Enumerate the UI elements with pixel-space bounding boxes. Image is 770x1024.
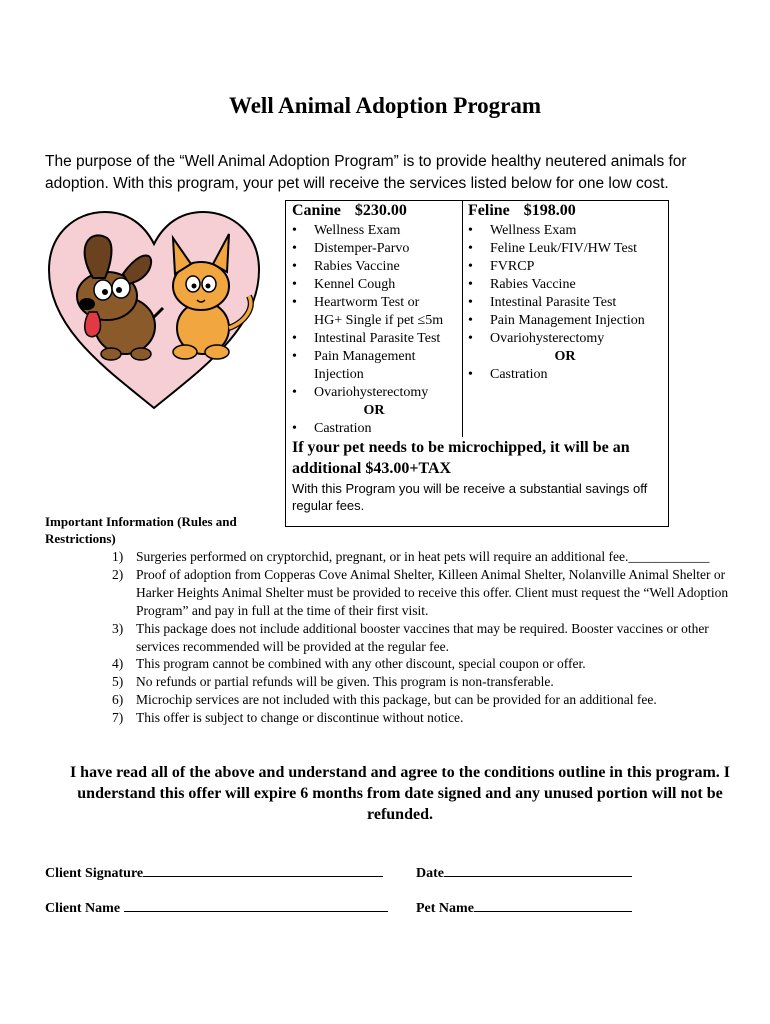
- canine-service-item: OR: [363, 403, 385, 418]
- rule-item: [105, 566, 745, 620]
- canine-price: $230.00: [354, 202, 407, 219]
- rule-item: [105, 548, 745, 566]
- rule-item: [105, 709, 745, 727]
- canine-service-item: • Castration: [286, 420, 462, 438]
- pet-name-field[interactable]: [416, 898, 632, 917]
- heart-pets-icon: [45, 208, 263, 416]
- rule-item: [105, 620, 745, 656]
- feline-services-list: [462, 222, 668, 384]
- feline-label: Feline: [468, 202, 510, 219]
- client-signature-label: Client Signature: [45, 866, 144, 881]
- canine-header: [286, 201, 462, 222]
- rule-text: Proof of adoption from Copperas Cove Animal Shelter, Killeen Animal Shelter, Nolanville Animal Shelter or Harker Heights Animal Shelter must be provided to receive this offer. Client must request the “Well Adoption Program” and pay in full at the time of their first visit.: [136, 566, 729, 618]
- feline-service-item: • Ovariohysterectomy: [462, 330, 668, 348]
- feline-service-item: • Rabies Vaccine: [462, 276, 668, 294]
- rule-text: This program cannot be combined with any other discount, special coupon or offer.: [136, 656, 586, 672]
- canine-service-item: • Ovariohysterectomy: [286, 384, 462, 402]
- canine-services-list: [286, 222, 462, 438]
- date-label: Date: [416, 866, 444, 881]
- rule-number: 1): [112, 549, 124, 564]
- feline-service-item: • Wellness Exam: [462, 222, 668, 240]
- client-signature-field[interactable]: [45, 863, 383, 882]
- rules-list: [105, 548, 745, 727]
- rule-text: Surgeries performed on cryptorchid, pregnant, or in heat pets will require an additional fee.____________: [136, 549, 710, 564]
- canine-service-item: • Distemper-Parvo: [286, 240, 462, 258]
- rule-text: Microchip services are not included with this package, but can be provided for an additional fee.: [136, 692, 657, 708]
- feline-service-item: • Intestinal Parasite Test: [462, 294, 668, 312]
- canine-service-item: • Intestinal Parasite Test: [286, 330, 462, 348]
- client-name-label: Client Name: [45, 901, 121, 916]
- rule-number: 6): [112, 692, 124, 708]
- rule-text: No refunds or partial refunds will be given. This program is non-transferable.: [136, 674, 554, 690]
- feline-price: $198.00: [523, 202, 576, 219]
- microchip-note: With this Program you will be receive a substantial savings off regular fees.: [292, 481, 648, 513]
- intro-paragraph: The purpose of the “Well Animal Adoption Program” is to provide healthy neutered animals for adoption. With this program, your pet will receive the services listed below for one low cost.: [45, 153, 687, 192]
- microchip-heading: If your pet needs to be microchipped, it will be an additional $43.00+TAX: [292, 439, 630, 477]
- canine-service-item: • Wellness Exam: [286, 222, 462, 240]
- rule-text: This package does not include additional booster vaccines that may be required. Booster vaccines or other services recommended will be provided at the regular fee.: [136, 620, 709, 654]
- rule-number: 4): [112, 656, 124, 672]
- feline-column: [462, 201, 668, 384]
- canine-service-item: • Heartworm Test or: [286, 294, 462, 312]
- client-signature-line[interactable]: [143, 863, 383, 877]
- canine-service-item: Injection: [314, 367, 364, 382]
- feline-service-item: • Pain Management Injection: [462, 312, 668, 330]
- pet-name-line[interactable]: [474, 898, 632, 912]
- rule-number: 7): [112, 710, 124, 726]
- date-line[interactable]: [444, 863, 632, 877]
- client-name-field[interactable]: [45, 898, 388, 917]
- page-title: Well Animal Adoption Program: [228, 93, 542, 118]
- canine-service-item: HG+ Single if pet ≤5m: [314, 313, 444, 328]
- rule-text: This offer is subject to change or discontinue without notice.: [136, 710, 464, 726]
- rule-item: [105, 673, 745, 691]
- client-name-line[interactable]: [124, 898, 388, 912]
- rule-item: [105, 691, 745, 709]
- canine-service-item: • Kennel Cough: [286, 276, 462, 294]
- rule-item: [105, 655, 745, 673]
- pets-heart-illustration: [45, 208, 263, 416]
- feline-service-item: OR: [554, 349, 576, 364]
- canine-label: Canine: [292, 202, 341, 219]
- info-heading: Important Information (Rules and Restrictions): [45, 514, 237, 546]
- rule-number: 3): [112, 620, 124, 636]
- canine-service-item: • Pain Management: [286, 348, 462, 366]
- services-table: [285, 200, 669, 527]
- feline-service-item: • Feline Leuk/FIV/HW Test: [462, 240, 668, 258]
- date-field[interactable]: [416, 863, 632, 882]
- canine-column: [286, 201, 463, 437]
- rule-number: 2): [112, 566, 124, 582]
- rule-number: 5): [112, 674, 124, 690]
- feline-service-item: • FVRCP: [462, 258, 668, 276]
- agreement-statement: I have read all of the above and understand and agree to the conditions outline in this program. I understand this offer will expire 6 months from date signed and any unused portion will not be refunded.: [69, 764, 731, 823]
- canine-service-item: • Rabies Vaccine: [286, 258, 462, 276]
- feline-service-item: • Castration: [462, 366, 668, 384]
- feline-header: [462, 201, 668, 222]
- pet-name-label: Pet Name: [416, 901, 474, 916]
